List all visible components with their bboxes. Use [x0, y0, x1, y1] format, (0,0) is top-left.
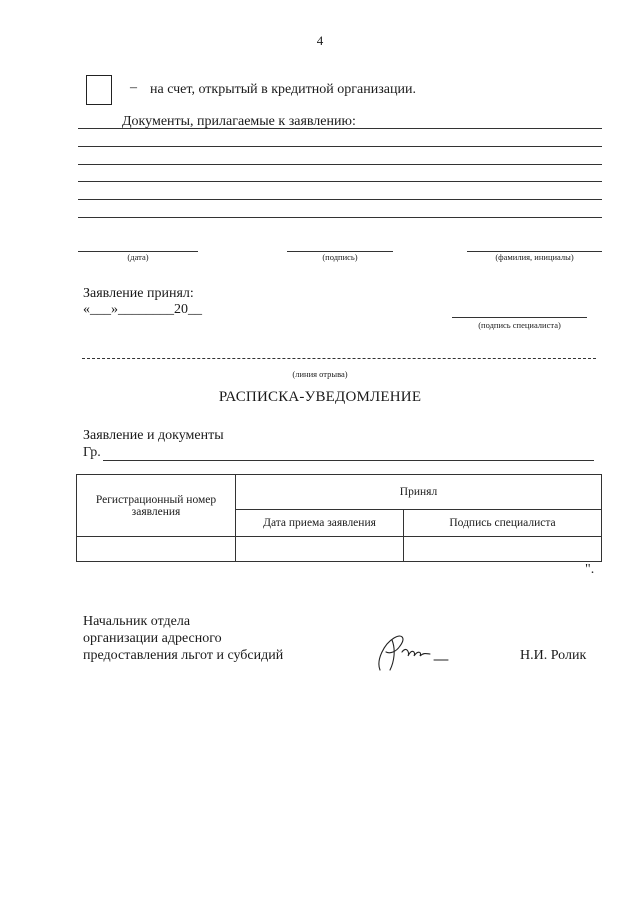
payment-option-text: на счет, открытый в кредитной организации. [150, 82, 416, 97]
documents-line[interactable] [78, 128, 602, 129]
name-caption: (фамилия, инициалы) [495, 252, 574, 262]
receipt-title: РАСПИСКА-УВЕДОМЛЕНИЕ [218, 389, 422, 405]
cell-specialist-signature[interactable] [404, 537, 602, 562]
page-number: 4 [316, 33, 324, 48]
attached-documents-label: Документы, прилагаемые к заявлению: [122, 114, 356, 129]
specialist-signature-line[interactable] [452, 317, 587, 318]
closing-quote: ". [585, 562, 595, 577]
citizen-name-line[interactable] [103, 460, 594, 461]
header-acceptance-date: Дата приема заявления [236, 510, 404, 537]
documents-line[interactable] [78, 199, 602, 200]
handwritten-signature [372, 630, 462, 676]
registration-table [76, 474, 602, 562]
receipt-line1: Заявление и документы [83, 428, 224, 443]
cell-registration-number[interactable] [77, 537, 236, 562]
signature-caption: (подпись) [322, 252, 358, 262]
date-caption: (дата) [127, 252, 149, 262]
documents-line[interactable] [78, 146, 602, 147]
header-accepted: Принял [236, 475, 602, 510]
documents-line[interactable] [78, 217, 602, 218]
header-specialist-signature: Подпись специалиста [404, 510, 602, 537]
accepted-date-template[interactable]: «___»________20__ [83, 302, 202, 317]
payment-option-checkbox[interactable] [86, 75, 112, 105]
official-name: Н.И. Ролик [520, 648, 587, 663]
header-registration-number: Регистрационный номер заявления [77, 475, 236, 537]
position-line1: Начальник отдела [83, 614, 191, 629]
option-dash: – [130, 80, 137, 95]
documents-line[interactable] [78, 164, 602, 165]
specialist-signature-caption: (подпись специалиста) [478, 320, 561, 330]
accepted-label: Заявление принял: [83, 286, 194, 301]
position-line2: организации адресного [83, 631, 222, 646]
position-line3: предоставления льгот и субсидий [83, 648, 284, 663]
documents-line[interactable] [78, 181, 602, 182]
receipt-citizen-prefix: Гр. [83, 445, 101, 460]
tear-line-caption: (линия отрыва) [292, 369, 348, 379]
tear-line [82, 358, 596, 359]
cell-acceptance-date[interactable] [236, 537, 404, 562]
